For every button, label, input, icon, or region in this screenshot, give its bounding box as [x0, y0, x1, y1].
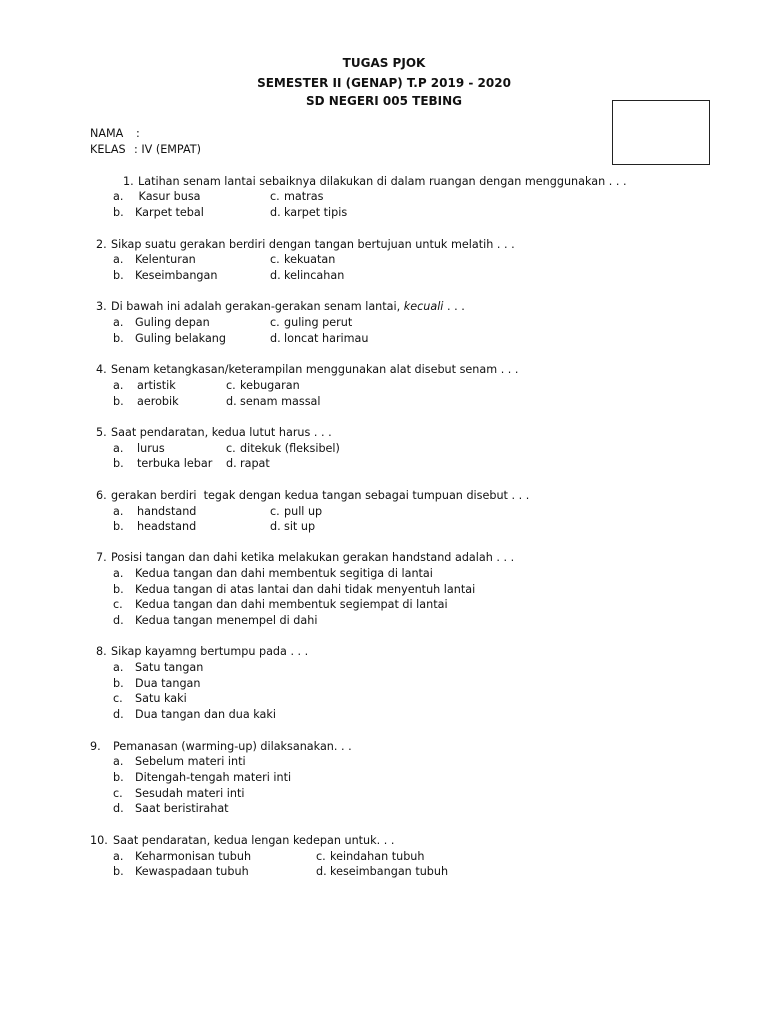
option-text: Guling depan — [135, 316, 210, 329]
option-letter: b. — [113, 771, 124, 784]
option-text: Saat beristirahat — [135, 802, 229, 815]
option-letter: c. — [226, 379, 236, 392]
option-text: keindahan tubuh — [330, 850, 425, 863]
option-letter: c. — [226, 442, 236, 455]
option-text: artistik — [137, 379, 176, 392]
option-letter: d. — [226, 395, 237, 408]
option-text: Ditengah-tengah materi inti — [135, 771, 292, 784]
question-text: gerakan berdiri tegak dengan kedua tangan sebagai tumpuan disebut . . . — [111, 489, 530, 502]
option-text: terbuka lebar — [137, 457, 213, 470]
option-text: Guling belakang — [135, 332, 227, 345]
question-text: Latihan senam lantai sebaiknya dilakukan di dalam ruangan dengan menggunakan . . . — [138, 175, 627, 188]
option-letter: d. — [270, 520, 281, 533]
question-text: Sikap suatu gerakan berdiri dengan tangan bertujuan untuk melatih . . . — [111, 238, 515, 251]
option-text: headstand — [137, 520, 197, 533]
option-text: Kedua tangan di atas lantai dan dahi tidak menyentuh lantai — [135, 583, 476, 596]
question-number: 3. — [96, 300, 107, 313]
question-number: 6. — [96, 489, 107, 502]
question-text: Saat pendaratan, kedua lengan kedepan untuk. . . — [113, 834, 395, 847]
option-letter: c. — [270, 505, 280, 518]
option-text: Dua tangan — [135, 677, 201, 690]
option-text: lurus — [137, 442, 165, 455]
option-text: rapat — [240, 457, 270, 470]
option-letter: b. — [113, 677, 124, 690]
option-letter: a. — [113, 190, 124, 203]
question-number: 1. — [123, 175, 134, 188]
option-text: Kewaspadaan tubuh — [135, 865, 249, 878]
question-number: 4. — [96, 363, 107, 376]
question-number: 10. — [90, 834, 108, 847]
option-text: loncat harimau — [284, 332, 369, 345]
option-letter: b. — [113, 583, 124, 596]
option-letter: d. — [270, 269, 281, 282]
question-number: 7. — [96, 551, 107, 564]
option-text: handstand — [137, 505, 197, 518]
option-letter: c. — [316, 850, 326, 863]
question-text: Di bawah ini adalah gerakan-gerakan senam lantai, kecuali . . . — [111, 300, 465, 313]
option-letter: d. — [316, 865, 327, 878]
option-letter: b. — [113, 269, 124, 282]
option-text: aerobik — [137, 395, 179, 408]
option-letter: a. — [113, 442, 124, 455]
option-letter: d. — [113, 614, 124, 627]
option-letter: a. — [113, 850, 124, 863]
option-letter: a. — [113, 379, 124, 392]
doc-semester: SEMESTER II (GENAP) T.P 2019 - 2020 — [257, 76, 511, 90]
option-text: Sesudah materi inti — [135, 787, 245, 800]
question-number: 5. — [96, 426, 107, 439]
option-text: Satu kaki — [135, 692, 187, 705]
option-text: guling perut — [284, 316, 353, 329]
option-letter: b. — [113, 520, 124, 533]
option-text: karpet tipis — [284, 206, 348, 219]
option-text: Dua tangan dan dua kaki — [135, 708, 276, 721]
option-letter: c. — [270, 253, 280, 266]
option-letter: a. — [113, 253, 124, 266]
question-text: Sikap kayamng bertumpu pada . . . — [111, 645, 309, 658]
option-letter: c. — [113, 692, 123, 705]
option-letter: d. — [270, 206, 281, 219]
question-text: Posisi tangan dan dahi ketika melakukan gerakan handstand adalah . . . — [111, 551, 515, 564]
option-text: Satu tangan — [135, 661, 204, 674]
nama-label: NAMA — [90, 127, 124, 140]
option-letter: a. — [113, 316, 124, 329]
question-text: Saat pendaratan, kedua lutut harus . . . — [111, 426, 332, 439]
option-letter: b. — [113, 865, 124, 878]
option-text: Karpet tebal — [135, 206, 204, 219]
kelas-value: : IV (EMPAT) — [134, 143, 201, 156]
question-number: 9. — [90, 740, 101, 753]
option-letter: a. — [113, 567, 124, 580]
option-letter: c. — [113, 787, 123, 800]
question-number: 8. — [96, 645, 107, 658]
option-letter: a. — [113, 661, 124, 674]
option-text: sit up — [284, 520, 316, 533]
option-text: Keseimbangan — [135, 269, 218, 282]
nama-separator: : — [136, 127, 140, 140]
option-text: keseimbangan tubuh — [330, 865, 449, 878]
option-letter: a. — [113, 505, 124, 518]
option-text: senam massal — [240, 395, 321, 408]
option-text: Kelenturan — [135, 253, 196, 266]
option-letter: b. — [113, 457, 124, 470]
option-letter: b. — [113, 395, 124, 408]
option-text: matras — [284, 190, 324, 203]
option-letter: c. — [113, 598, 123, 611]
option-letter: d. — [226, 457, 237, 470]
option-letter: c. — [270, 190, 280, 203]
doc-school: SD NEGERI 005 TEBING — [305, 94, 463, 108]
option-text: pull up — [284, 505, 323, 518]
option-text: Kedua tangan menempel di dahi — [135, 614, 318, 627]
option-text: Kedua tangan dan dahi membentuk segiempat di lantai — [135, 598, 448, 611]
option-letter: b. — [113, 332, 124, 345]
question-number: 2. — [96, 238, 107, 251]
option-letter: a. — [113, 755, 124, 768]
option-letter: c. — [270, 316, 280, 329]
emphasis-kecuali: kecuali — [403, 300, 444, 313]
option-text: Keharmonisan tubuh — [135, 850, 252, 863]
question-text: Pemanasan (warming-up) dilaksanakan. . . — [113, 740, 352, 753]
option-text: kelincahan — [284, 269, 345, 282]
question-text: Senam ketangkasan/keterampilan menggunakan alat disebut senam . . . — [111, 363, 519, 376]
option-text: Kedua tangan dan dahi membentuk segitiga di lantai — [135, 567, 433, 580]
option-text: kekuatan — [284, 253, 336, 266]
option-text: Sebelum materi inti — [135, 755, 246, 768]
option-letter: d. — [113, 802, 124, 815]
option-text: kebugaran — [240, 379, 300, 392]
option-letter: d. — [270, 332, 281, 345]
option-letter: d. — [113, 708, 124, 721]
option-letter: b. — [113, 206, 124, 219]
doc-title: TUGAS PJOK — [342, 56, 426, 70]
kelas-label: KELAS — [90, 143, 126, 156]
photo-box — [612, 100, 710, 165]
option-text: Kasur busa — [135, 190, 201, 203]
option-text: ditekuk (fleksibel) — [240, 442, 340, 455]
